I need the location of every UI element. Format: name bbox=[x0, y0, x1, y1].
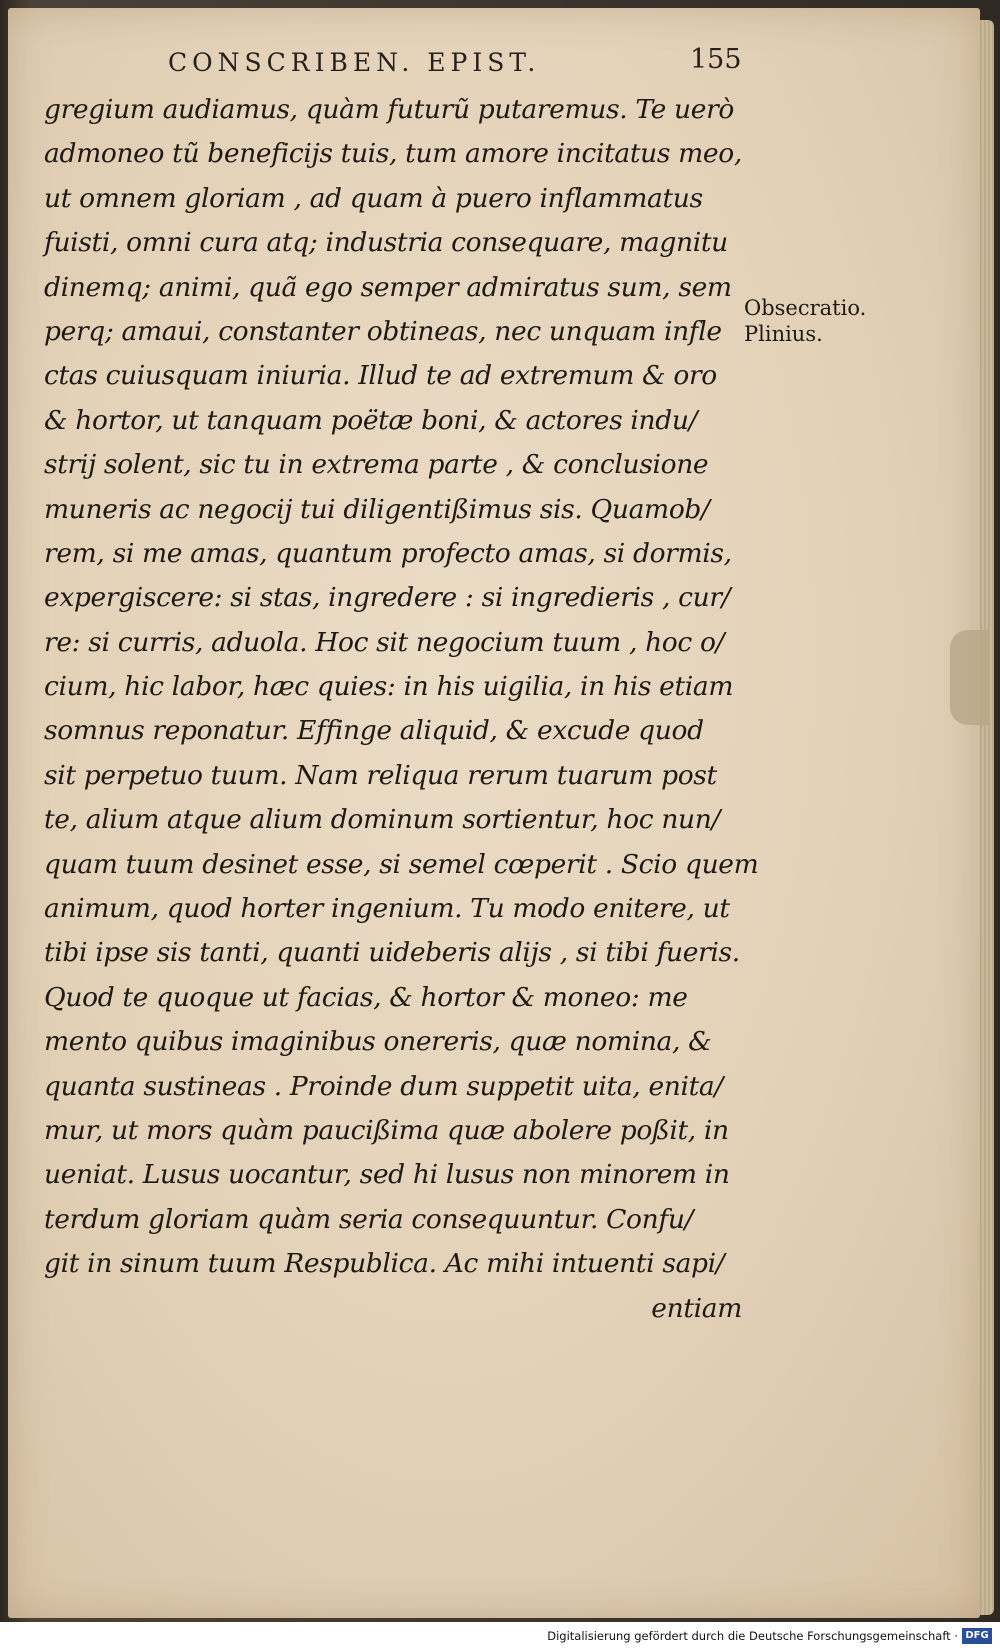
digitization-footer bbox=[0, 1622, 1000, 1652]
text-line: te, alium atque alium dominum sortientur, hoc nun/ bbox=[44, 804, 721, 836]
text-line: Quod te quoque ut facias, & hortor & moneo: me bbox=[44, 981, 688, 1013]
text-line: admoneo tũ beneficijs tuis, tum amore incitatus meo, bbox=[44, 138, 742, 170]
body-text bbox=[44, 88, 759, 1331]
marginal-notes bbox=[744, 295, 894, 347]
footer-credit: Digitalisierung gefördert durch die Deutsche Forschungsgemeinschaft · bbox=[547, 1629, 958, 1643]
text-line: animum, quod horter ingenium. Tu modo enitere, ut bbox=[44, 893, 730, 925]
text-line: ueniat. Lusus uocantur, sed hi lusus non minorem in bbox=[44, 1159, 730, 1191]
text-line: git in sinum tuum Respublica. Ac mihi intuenti sapi/ bbox=[44, 1248, 725, 1280]
text-line: rem, si me amas, quantum profecto amas, si dormis, bbox=[44, 537, 732, 569]
text-line: somnus reponatur. Effinge aliquid, & excude quod bbox=[44, 715, 704, 747]
text-line: strij solent, sic tu in extrema parte , & conclusione bbox=[44, 449, 709, 481]
text-line: mento quibus imaginibus onereris, quæ nomina, & bbox=[44, 1026, 712, 1058]
text-line: perq; amaui, constanter obtineas, nec unquam infle bbox=[44, 315, 722, 347]
text-line: muneris ac negocij tui diligentißimus sis. Quamob/ bbox=[44, 493, 710, 525]
text-line: mur, ut mors quàm paucißima quæ abolere poßit, in bbox=[44, 1114, 729, 1146]
text-line: & hortor, ut tanquam poëtæ boni, & actores indu/ bbox=[44, 404, 698, 436]
catchword: entiam bbox=[651, 1292, 742, 1324]
text-line: tibi ipse sis tanti, quanti uideberis alijs , si tibi fueris. bbox=[44, 937, 740, 969]
text-line: fuisti, omni cura atq; industria consequare, magnitu bbox=[44, 227, 728, 259]
marginal-note: Plinius. bbox=[744, 322, 823, 346]
text-line: re: si curris, aduola. Hoc sit negocium tuum , hoc o/ bbox=[44, 626, 725, 658]
text-line: ctas cuiusquam iniuria. Illud te ad extremum & oro bbox=[44, 360, 717, 392]
text-line: expergiscere: si stas, ingredere : si ingredieris , cur/ bbox=[44, 582, 731, 614]
marginal-note: Obsecratio. bbox=[744, 296, 867, 320]
dfg-logo: DFG bbox=[962, 1628, 992, 1644]
running-head bbox=[168, 44, 742, 88]
text-line: sit perpetuo tuum. Nam reliqua rerum tuarum post bbox=[44, 759, 717, 791]
text-line: quam tuum desinet esse, si semel cœperit . Scio quem bbox=[44, 848, 759, 880]
text-line: dinemq; animi, quã ego semper admiratus sum, sem bbox=[44, 271, 732, 303]
text-line: terdum gloriam quàm seria consequuntur. Confu/ bbox=[44, 1203, 694, 1235]
folio-number: 155 bbox=[690, 44, 742, 75]
running-head-title: CONSCRIBEN. EPIST. bbox=[168, 48, 541, 77]
text-line: cium, hic labor, hæc quies: in his uigilia, in his etiam bbox=[44, 671, 734, 703]
text-line: quanta sustineas . Proinde dum suppetit uita, enita/ bbox=[44, 1070, 723, 1102]
page-tab-marker bbox=[950, 630, 990, 725]
text-line: ut omnem gloriam , ad quam à puero inflammatus bbox=[44, 182, 703, 214]
text-line: gregium audiamus, quàm futurũ putaremus. Te uerò bbox=[44, 94, 735, 125]
